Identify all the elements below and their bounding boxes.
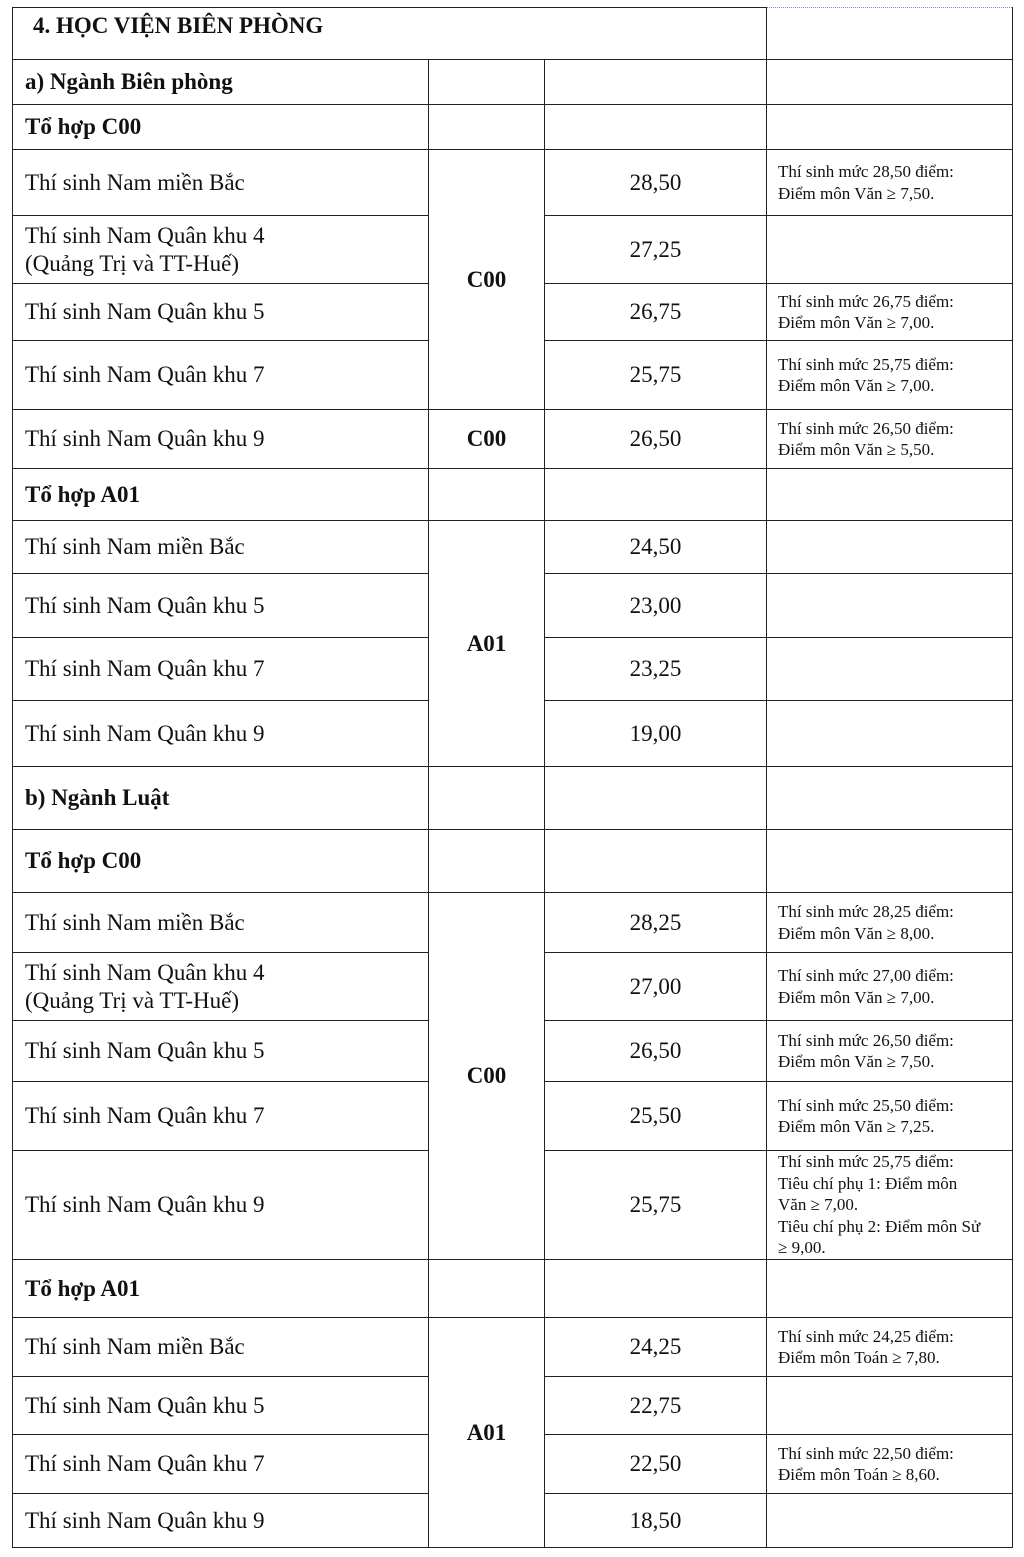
note: [767, 150, 1013, 216]
score: 25,75: [545, 1151, 767, 1260]
candidate-group: Thí sinh Nam miền Bắc: [13, 893, 429, 953]
score: 28,50: [545, 150, 767, 216]
group-label-row: [13, 830, 1013, 893]
note-line: Điểm môn Văn ≥ 7,25.: [778, 1117, 935, 1136]
note: [767, 216, 1013, 284]
candidate-group: Thí sinh Nam Quân khu 5: [13, 574, 429, 638]
note-line: Thí sinh mức 25,75 điểm:: [778, 1152, 954, 1172]
note: [767, 341, 1013, 410]
candidate-group: Thí sinh Nam Quân khu 7: [13, 1435, 429, 1494]
candidate-group: Thí sinh Nam Quân khu 9: [13, 1494, 429, 1548]
note-line: Điểm môn Văn ≥ 8,00.: [778, 923, 935, 943]
document-title: 4. HỌC VIỆN BIÊN PHÒNG: [13, 8, 767, 60]
candidate-group: Thí sinh Nam Quân khu 5: [13, 1021, 429, 1082]
group-label-row: [13, 1260, 1013, 1318]
note: [767, 410, 1013, 469]
candidate-group-line: Thí sinh Nam Quân khu 4: [25, 222, 265, 248]
section-heading: a) Ngành Biên phòng: [13, 60, 429, 105]
table-row: [13, 150, 1013, 216]
score: 26,75: [545, 284, 767, 341]
note-line: Thí sinh mức 27,00 điểm:: [778, 966, 954, 985]
score: 19,00: [545, 701, 767, 767]
empty-cell: [545, 830, 767, 893]
admission-score-table: [12, 7, 1013, 1548]
score: 23,00: [545, 574, 767, 638]
note-line: Thí sinh mức 24,25 điểm:: [778, 1326, 954, 1346]
note-line: Điểm môn Toán ≥ 7,80.: [778, 1348, 940, 1367]
note: [767, 1082, 1013, 1151]
empty-cell: [767, 1260, 1013, 1318]
section-heading-row: [13, 767, 1013, 830]
note-line: Điểm môn Văn ≥ 7,00.: [778, 313, 935, 332]
candidate-group: [13, 216, 429, 284]
note-line: Thí sinh mức 26,75 điểm:: [778, 291, 954, 311]
score: 23,25: [545, 638, 767, 701]
candidate-group-line: Thí sinh Nam Quân khu 4: [25, 959, 265, 985]
candidate-group: Thí sinh Nam Quân khu 9: [13, 701, 429, 767]
empty-cell: [429, 767, 545, 830]
candidate-group: Thí sinh Nam miền Bắc: [13, 521, 429, 574]
empty-cell: [429, 105, 545, 150]
section-heading: b) Ngành Luật: [13, 767, 429, 830]
note: [767, 574, 1013, 638]
note-line: Thí sinh mức 28,50 điểm:: [778, 162, 954, 181]
candidate-group-line: (Quảng Trị và TT-Huế): [25, 987, 240, 1013]
note-line: Thí sinh mức 28,25 điểm:: [778, 902, 954, 921]
subject-combination: C00: [429, 893, 545, 1260]
note: [767, 284, 1013, 341]
empty-cell: [767, 469, 1013, 521]
candidate-group: Thí sinh Nam Quân khu 5: [13, 284, 429, 341]
candidate-group: Thí sinh Nam miền Bắc: [13, 1318, 429, 1377]
candidate-group: [13, 953, 429, 1021]
note: [767, 1021, 1013, 1082]
score: 25,50: [545, 1082, 767, 1151]
note-line: Tiêu chí phụ 1: Điểm môn: [778, 1173, 958, 1193]
empty-cell: [545, 60, 767, 105]
note: [767, 1494, 1013, 1548]
score: 27,00: [545, 953, 767, 1021]
note-line: Thí sinh mức 25,75 điểm:: [778, 354, 954, 374]
note: [767, 1151, 1013, 1260]
empty-cell: [429, 1260, 545, 1318]
candidate-group: Thí sinh Nam Quân khu 7: [13, 638, 429, 701]
note-line: Thí sinh mức 26,50 điểm:: [778, 1030, 954, 1050]
score: 24,25: [545, 1318, 767, 1377]
table-row: [13, 893, 1013, 953]
note-line: Tiêu chí phụ 2: Điểm môn Sử: [778, 1216, 981, 1236]
empty-cell: [767, 60, 1013, 105]
empty-cell: [429, 60, 545, 105]
note: [767, 1377, 1013, 1435]
document-page: [12, 7, 1013, 1548]
note: [767, 953, 1013, 1021]
note: [767, 893, 1013, 953]
table-row: [13, 1318, 1013, 1377]
empty-cell: [545, 1260, 767, 1318]
group-label: Tổ hợp C00: [13, 105, 429, 150]
note-line: Thí sinh mức 26,50 điểm:: [778, 418, 954, 438]
subject-combination: C00: [429, 410, 545, 469]
empty-cell: [767, 767, 1013, 830]
empty-cell: [545, 105, 767, 150]
empty-cell: [545, 469, 767, 521]
score: 28,25: [545, 893, 767, 953]
group-label-row: [13, 469, 1013, 521]
note: [767, 1435, 1013, 1494]
note: [767, 638, 1013, 701]
table-row: [13, 410, 1013, 469]
candidate-group: Thí sinh Nam Quân khu 9: [13, 1151, 429, 1260]
score: 27,25: [545, 216, 767, 284]
group-label-row: [13, 105, 1013, 150]
note-line: Điểm môn Văn ≥ 7,50.: [778, 183, 935, 203]
group-label: Tổ hợp C00: [13, 830, 429, 893]
note-line: Điểm môn Văn ≥ 5,50.: [778, 440, 935, 459]
empty-cell: [545, 767, 767, 830]
candidate-group: Thí sinh Nam Quân khu 7: [13, 1082, 429, 1151]
score: 22,50: [545, 1435, 767, 1494]
empty-cell: [429, 830, 545, 893]
subject-combination: A01: [429, 1318, 545, 1548]
note-line: Thí sinh mức 22,50 điểm:: [778, 1443, 954, 1463]
section-heading-row: [13, 60, 1013, 105]
note-line: Văn ≥ 7,00.: [778, 1195, 859, 1215]
candidate-group: Thí sinh Nam miền Bắc: [13, 150, 429, 216]
subject-combination: C00: [429, 150, 545, 410]
group-label: Tổ hợp A01: [13, 469, 429, 521]
note: [767, 701, 1013, 767]
note: [767, 521, 1013, 574]
candidate-group: Thí sinh Nam Quân khu 7: [13, 341, 429, 410]
empty-cell: [767, 8, 1013, 60]
score: 22,75: [545, 1377, 767, 1435]
score: 26,50: [545, 1021, 767, 1082]
candidate-group: Thí sinh Nam Quân khu 5: [13, 1377, 429, 1435]
note-line: Điểm môn Văn ≥ 7,00.: [778, 987, 935, 1007]
score: 24,50: [545, 521, 767, 574]
note-line: Điểm môn Văn ≥ 7,00.: [778, 376, 935, 395]
note-line: Điểm môn Toán ≥ 8,60.: [778, 1465, 940, 1484]
candidate-group: Thí sinh Nam Quân khu 9: [13, 410, 429, 469]
title-row: [13, 8, 1013, 60]
score: 25,75: [545, 341, 767, 410]
candidate-group-line: (Quảng Trị và TT-Huế): [25, 250, 240, 276]
subject-combination: A01: [429, 521, 545, 767]
note-line: Điểm môn Văn ≥ 7,50.: [778, 1052, 935, 1071]
group-label: Tổ hợp A01: [13, 1260, 429, 1318]
note-line: Thí sinh mức 25,50 điểm:: [778, 1095, 954, 1115]
score: 18,50: [545, 1494, 767, 1548]
empty-cell: [767, 105, 1013, 150]
score: 26,50: [545, 410, 767, 469]
table-row: [13, 521, 1013, 574]
empty-cell: [429, 469, 545, 521]
note: [767, 1318, 1013, 1377]
note-line: ≥ 9,00.: [778, 1238, 826, 1258]
empty-cell: [767, 830, 1013, 893]
